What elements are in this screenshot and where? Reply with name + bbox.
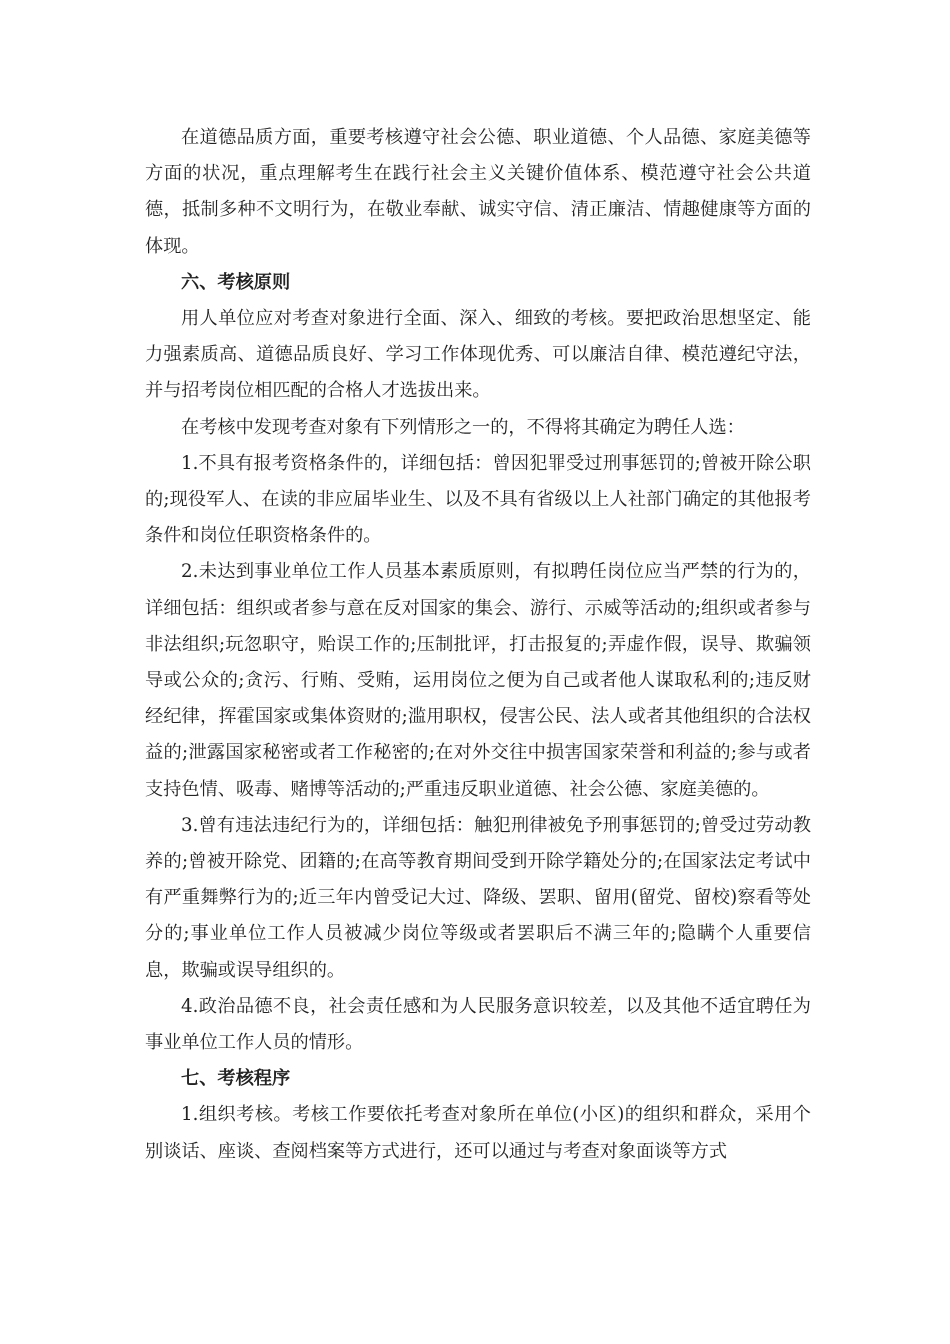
list-item-4: 4.政治品德不良，社会责任感和为人民服务意识较差，以及其他不适宜聘任为事业单位工作人员的情形。 [145,995,811,1054]
paragraph-procedure-1: 1.组织考核。考核工作要依托考查对象所在单位(小区)的组织和群众，采用个别谈话、座谈、查阅档案等方式进行，还可以通过与考查对象面谈等方式 [145,1104,811,1162]
list-item-1: 1.不具有报考资格条件的，详细包括：曾因犯罪受过刑事惩罚的;曾被开除公职的;现役军人、在读的非应届毕业生、以及不具有省级以上人社部门确定的其他报考条件和岗位任职资格条件的。 [145,452,811,547]
heading-assessment-principles: 六、考核原则 [181,271,291,293]
list-item-2: 2.未达到事业单位工作人员基本素质原则，有拟聘任岗位应当严禁的行为的，详细包括：组织或者参与意在反对国家的集会、游行、示威等活动的;组织或者参与非法组织;玩忽职守，贻误工作的;压制批评，打击报复的;弄虚作假，误导、欺骗领导或公众的;贪污、行贿、受贿，运用岗位之便为自己或者他人谋取私利的;违反财经纪律，挥霍国家或集体资财的;滥用职权，侵害公民、法人或者其他组织的合法权益的;泄露国家秘密或者工作秘密的;在对外交往中损害国家荣誉和利益的;参与或者支持色情、吸毒、赌博等活动的;严重违反职业道德、社会公德、家庭美德的。 [145,561,811,800]
paragraph-disqualification-intro: 在考核中发现考查对象有下列情形之一的，不得将其确定为聘任人选： [181,416,745,438]
paragraph-principles: 用人单位应对考查对象进行全面、深入、细致的考核。要把政治思想坚定、能力强素质高、道德品质良好、学习工作体现优秀、可以廉洁自律、模范遵纪守法，并与招考岗位相匹配的合格人才选拔出来。 [145,308,811,402]
heading-assessment-procedure: 七、考核程序 [181,1068,291,1090]
paragraph-moral-quality: 在道德品质方面，重要考核遵守社会公德、职业道德、个人品德、家庭美德等方面的状况，重点理解考生在践行社会主义关键价值体系、模范遵守社会公共道德，抵制多种不文明行为，在敬业奉献、诚实守信、清正廉洁、情趣健康等方面的体现。 [145,127,811,257]
document-body [145,120,811,1170]
list-item-3: 3.曾有违法违纪行为的，详细包括：触犯刑律被免予刑事惩罚的;曾受过劳动教养的;曾被开除党、团籍的;在高等教育期间受到开除学籍处分的;在国家法定考试中有严重舞弊行为的;近三年内曾受记大过、降级、罢职、留用(留党、留校)察看等处分的;事业单位工作人员被减少岗位等级或者罢职后不满三年的;隐瞒个人重要信息，欺骗或误导组织的。 [145,814,811,981]
